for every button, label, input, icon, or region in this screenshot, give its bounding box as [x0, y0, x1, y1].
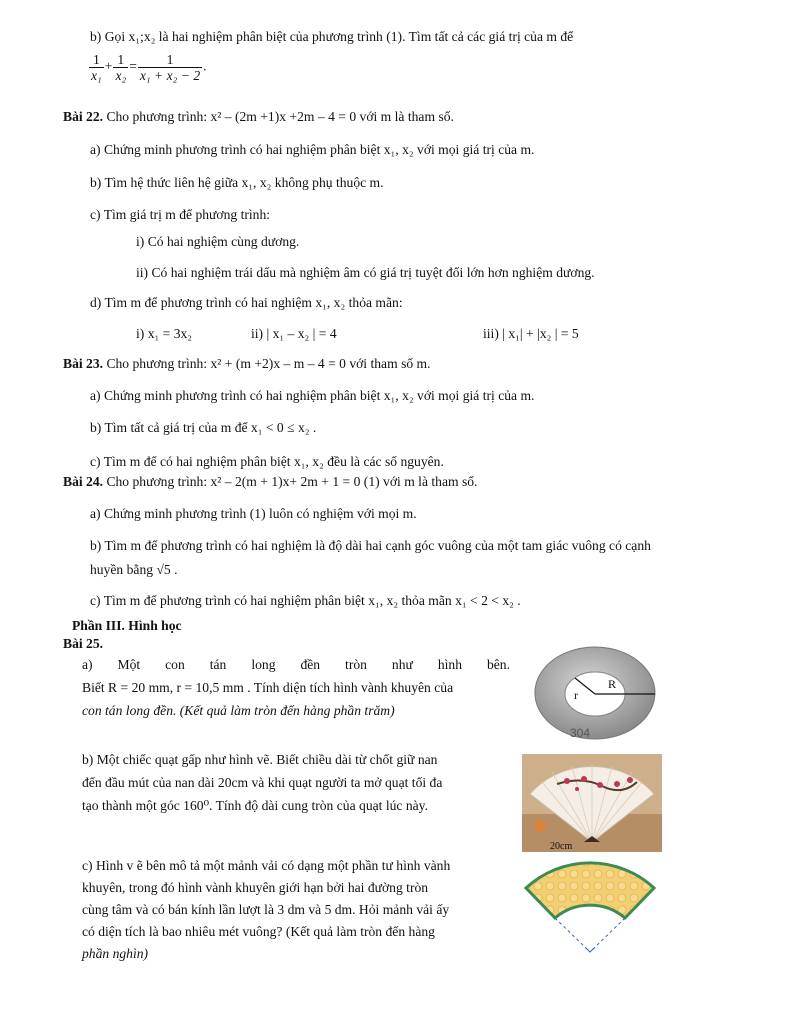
bai23-b: b) Tìm tất cả giá trị của m để x₁ < 0 ≤ x₂ . — [90, 420, 317, 435]
bai24-a: a) Chứng minh phương trình (1) luôn có nghiệm với mọi m. — [90, 506, 417, 521]
fabric-figure — [520, 856, 660, 960]
bai25-a-line2: Biết R = 20 mm, r = 10,5 mm . Tính diện tích hình vành khuyên của — [82, 680, 454, 695]
bai23-a: a) Chứng minh phương trình có hai nghiệm phân biệt x₁, x₂ với mọi giá trị của m. — [90, 388, 535, 403]
bai25-c-line2: khuyên, trong đó hình vành khuyên giới hạn bởi hai đường tròn — [82, 880, 429, 895]
washer-r-label: r — [574, 688, 578, 702]
bai24-title: Bài 24. — [63, 474, 104, 489]
prev-b-line — [90, 28, 573, 46]
bai24-intro: Cho phương trình: x² – 2(m + 1)x+ 2m + 1 = 0 (1) với m là tham số. — [106, 474, 478, 489]
fan-decor-fruit — [534, 820, 546, 832]
bai22-b: b) Tìm hệ thức liên hệ giữa x₁, x₂ không phụ thuộc m. — [90, 175, 384, 190]
fabric-dashed-left — [555, 918, 590, 952]
bai25-c-line3: cùng tâm và có bán kính lần lượt là 3 dm và 5 dm. Hỏi mảnh vải ấy — [82, 902, 450, 917]
bai24-c: c) Tìm m để phương trình có hai nghiệm phân biệt x₁, x₂ thỏa mãn x₁ < 2 < x₂ . — [90, 593, 521, 608]
bai23-intro: Cho phương trình: x² + (m +2)x – m – 4 = 0 với tham số m. — [106, 356, 431, 371]
bai22-title: Bài 22. — [63, 109, 104, 124]
bai25-b-line3: tạo thành một góc 160⁰. Tính độ dài cung tròn của quạt lúc này. — [82, 798, 428, 813]
bai22-c-ii: ii) Có hai nghiệm trái dấu mà nghiệm âm có giá trị tuyệt đối lớn hơn nghiệm dương. — [136, 265, 595, 280]
bai22-d-iii: iii) | x₁| + |x₂ | = 5 — [483, 326, 579, 341]
bai25-a-line1: a) Một con tán long đền tròn như hình bên. — [82, 657, 510, 672]
bai23-title: Bài 23. — [63, 356, 104, 371]
bai22-intro-line — [63, 108, 454, 126]
bai24-b-line1: b) Tìm m để phương trình có hai nghiệm là độ dài hai cạnh góc vuông của một tam giác vuông có cạnh — [90, 538, 651, 553]
bai22-c: c) Tìm giá trị m để phương trình: — [90, 207, 271, 222]
bai24-intro-line — [63, 473, 477, 491]
bai25-a-line3: con tán long đền. (Kết quả làm tròn đến hàng phần trăm) — [82, 703, 395, 718]
washer-figure — [530, 644, 660, 744]
bai23-c: c) Tìm m để có hai nghiệm phân biệt x₁, x₂ đều là các số nguyên. — [90, 454, 444, 469]
fan-label: 20cm — [550, 841, 573, 852]
part3-heading: Phần III. Hình học — [72, 618, 182, 633]
fabric-center-mark — [586, 948, 594, 952]
prev-b-equation: $\frac{1}{\text{x₁}}$ + $\frac{1}{\text{x₂}}$ = $\frac{1}{\text{x₁ + x₂ − 2}}$ . — [91, 52, 207, 83]
bai24-b-line2: huyền bằng √5 . — [90, 562, 178, 577]
bai25-title: Bài 25. — [63, 636, 104, 651]
bai25-c-line1: c) Hình v ẽ bên mô tả một mảnh vải có dạng một phần tư hình vành — [82, 858, 451, 873]
bai22-intro: Cho phương trình: x² – (2m +1)x +2m – 4 = 0 với m là tham số. — [106, 109, 454, 124]
bai22-d: d) Tìm m để phương trình có hai nghiệm x₁, x₂ thỏa mãn: — [90, 295, 403, 310]
bai23-intro-line — [63, 355, 431, 373]
bai22-c-i: i) Có hai nghiệm cùng dương. — [136, 234, 300, 249]
bai22-d-i: i) x₁ = 3x₂ — [136, 326, 193, 341]
bai25-c-line5: phần nghìn) — [82, 946, 149, 961]
fabric-dashed-right — [590, 918, 625, 952]
washer-R-label: R — [608, 677, 617, 691]
bai25-c-line4: có diện tích là bao nhiêu mét vuông? (Kết quả làm tròn đến hàng — [82, 924, 435, 939]
fabric-piece — [526, 863, 654, 918]
bai22-d-ii: ii) | x₁ – x₂ | = 4 — [251, 326, 337, 341]
prev-b-text: b) Gọi x₁;x₂ là hai nghiệm phân biệt của phương trình (1). Tìm tất cả các giá trị của m để — [90, 29, 574, 44]
fan-figure — [522, 754, 662, 852]
washer-stamp: 304 — [570, 726, 591, 740]
bai25-b-line2: đến đầu mút của nan dài 20cm và khi quạt người ta mở quạt tối đa — [82, 775, 443, 790]
bai25-b-line1: b) Một chiếc quạt gấp như hình vẽ. Biết chiều dài từ chốt giữ nan — [82, 752, 438, 767]
bai22-a: a) Chứng minh phương trình có hai nghiệm phân biệt x₁, x₂ với mọi giá trị của m. — [90, 142, 535, 157]
